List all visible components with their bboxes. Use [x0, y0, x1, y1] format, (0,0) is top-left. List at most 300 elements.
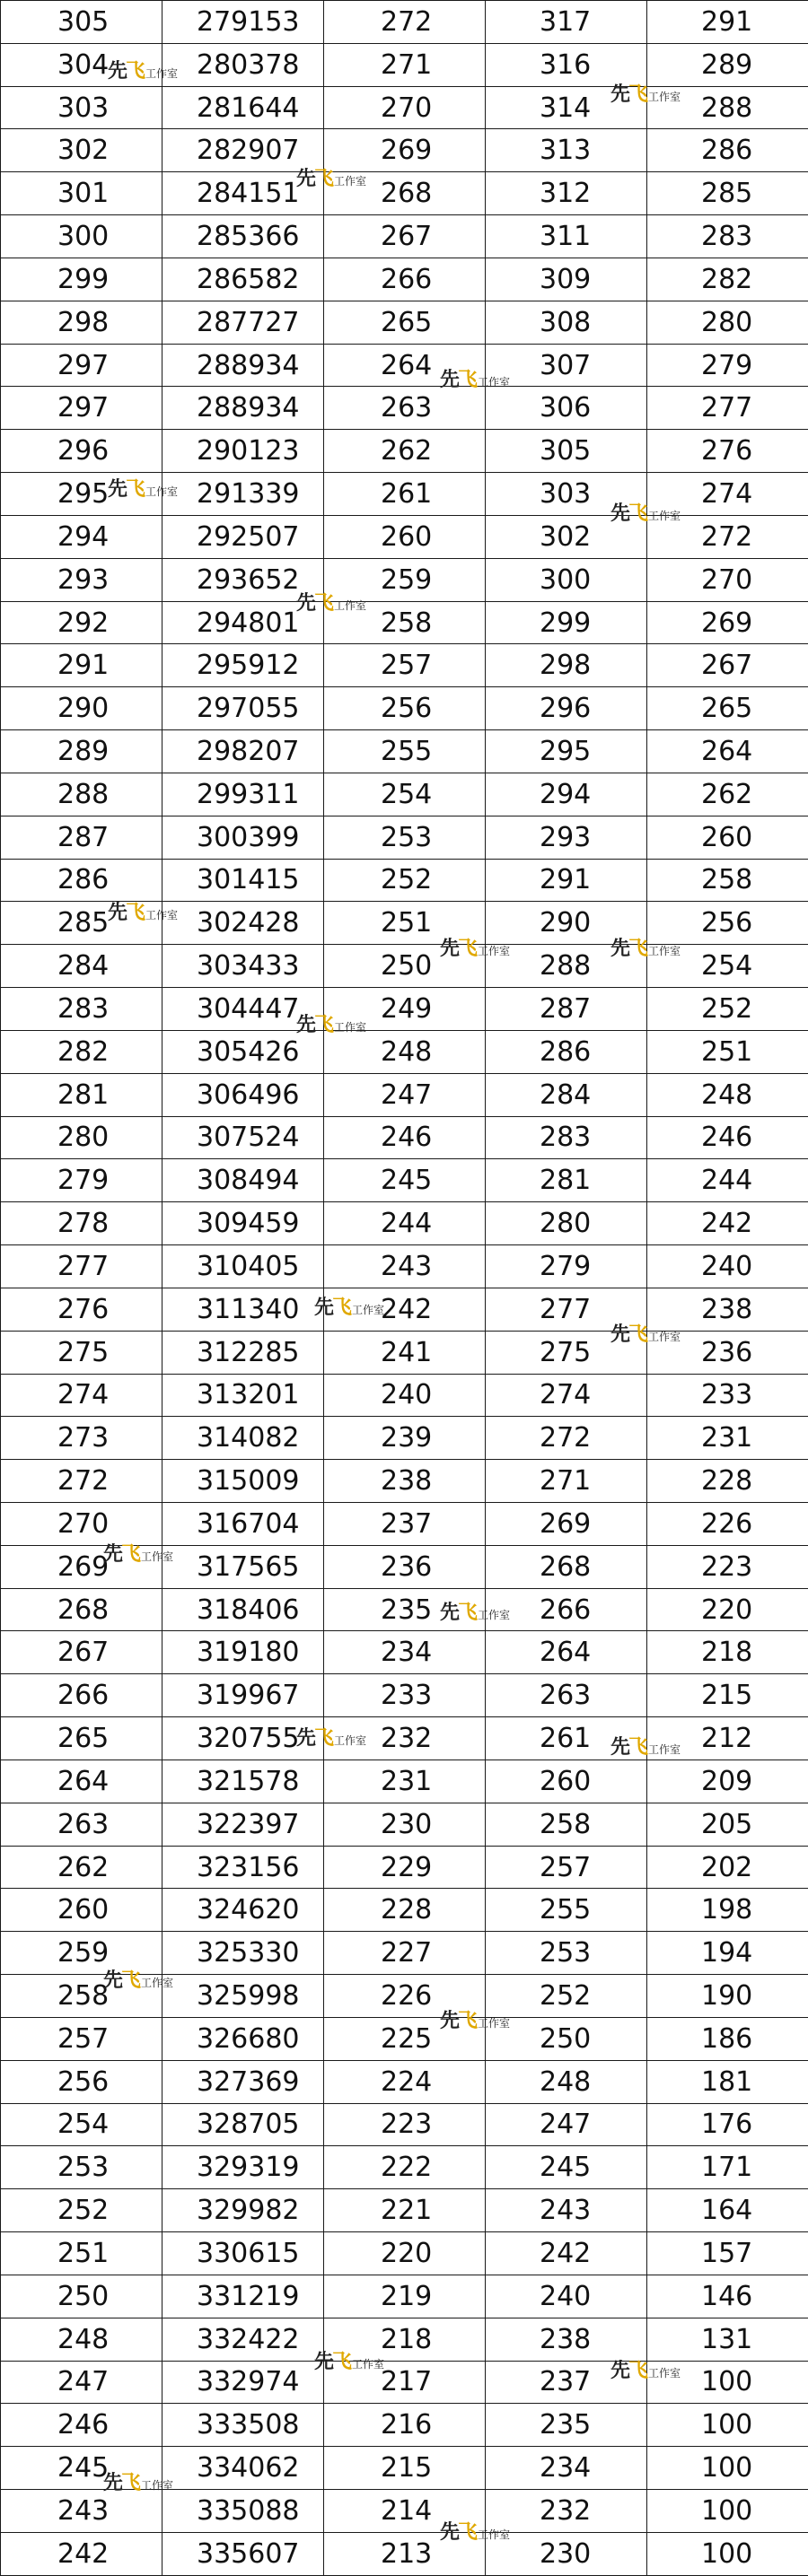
rank-cell: 297055: [162, 687, 324, 730]
table-row: [1, 2275, 808, 2318]
table-row: [1, 1889, 808, 1932]
table-row: [1, 129, 808, 172]
table-row: [1, 172, 808, 215]
score-cell: 266: [1, 1674, 162, 1717]
rank-cell: 320755: [162, 1717, 324, 1760]
score-cell: 243: [486, 2189, 647, 2232]
rank-cell: 288934: [162, 387, 324, 430]
score-cell: 258: [324, 601, 486, 644]
rank-cell: 308494: [162, 1159, 324, 1202]
score-cell: 269: [1, 1545, 162, 1588]
score-cell: 282: [1, 1030, 162, 1073]
score-cell: 227: [324, 1932, 486, 1975]
score-cell: 266: [486, 1588, 647, 1631]
rank-cell: 313201: [162, 1374, 324, 1417]
score-cell: 263: [324, 387, 486, 430]
count-cell: 276: [647, 430, 808, 473]
score-cell: 293: [486, 816, 647, 859]
score-cell: 277: [1, 1245, 162, 1288]
rank-cell: 293652: [162, 558, 324, 601]
score-cell: 270: [324, 86, 486, 129]
rank-cell: 306496: [162, 1073, 324, 1116]
score-cell: 257: [324, 644, 486, 687]
table-row: [1, 2017, 808, 2060]
score-cell: 244: [324, 1202, 486, 1245]
table-row: [1, 988, 808, 1031]
count-cell: 272: [647, 515, 808, 558]
score-cell: 215: [324, 2447, 486, 2490]
score-cell: 217: [324, 2361, 486, 2404]
rank-cell: 319180: [162, 1631, 324, 1674]
score-cell: 252: [486, 1975, 647, 2018]
score-cell: 254: [1, 2103, 162, 2146]
table-row: [1, 515, 808, 558]
score-cell: 280: [486, 1202, 647, 1245]
table-row: [1, 1030, 808, 1073]
count-cell: 220: [647, 1588, 808, 1631]
score-cell: 261: [486, 1717, 647, 1760]
table-row: [1, 730, 808, 773]
count-cell: 260: [647, 816, 808, 859]
score-cell: 265: [324, 301, 486, 344]
table-row: [1, 1460, 808, 1503]
count-cell: 256: [647, 902, 808, 945]
rank-cell: 282907: [162, 129, 324, 172]
score-cell: 287: [486, 988, 647, 1031]
count-cell: 202: [647, 1846, 808, 1889]
score-cell: 272: [1, 1460, 162, 1503]
score-cell: 299: [1, 258, 162, 301]
table-row: [1, 1502, 808, 1545]
count-cell: 279: [647, 344, 808, 387]
score-cell: 233: [324, 1674, 486, 1717]
score-cell: 237: [486, 2361, 647, 2404]
count-cell: 190: [647, 1975, 808, 2018]
score-cell: 241: [324, 1331, 486, 1374]
rank-cell: 287727: [162, 301, 324, 344]
score-cell: 232: [486, 2490, 647, 2533]
score-cell: 219: [324, 2275, 486, 2318]
score-cell: 279: [486, 1245, 647, 1288]
score-cell: 284: [1, 945, 162, 988]
count-cell: 164: [647, 2189, 808, 2232]
score-cell: 269: [324, 129, 486, 172]
rank-cell: 325330: [162, 1932, 324, 1975]
score-cell: 304: [1, 43, 162, 86]
watermark-logo: 先飞 工作室: [440, 938, 511, 960]
score-cell: 269: [486, 1502, 647, 1545]
score-cell: 274: [486, 1374, 647, 1417]
score-cell: 291: [1, 644, 162, 687]
score-cell: 250: [486, 2017, 647, 2060]
score-cell: 238: [486, 2318, 647, 2361]
count-cell: 100: [647, 2490, 808, 2533]
rank-cell: 318406: [162, 1588, 324, 1631]
score-cell: 292: [1, 601, 162, 644]
count-cell: 228: [647, 1460, 808, 1503]
score-cell: 308: [486, 301, 647, 344]
score-cell: 245: [324, 1159, 486, 1202]
score-cell: 299: [486, 601, 647, 644]
score-cell: 243: [324, 1245, 486, 1288]
score-cell: 298: [1, 301, 162, 344]
score-cell: 228: [324, 1889, 486, 1932]
rank-cell: 335607: [162, 2532, 324, 2575]
table-row: [1, 215, 808, 258]
rank-cell: 332422: [162, 2318, 324, 2361]
table-row: [1, 1717, 808, 1760]
score-cell: 303: [1, 86, 162, 129]
count-cell: 100: [647, 2404, 808, 2447]
watermark-logo: 先飞 工作室: [314, 2351, 385, 2373]
score-cell: 253: [324, 816, 486, 859]
score-cell: 213: [324, 2532, 486, 2575]
score-cell: 261: [324, 473, 486, 516]
table-row: [1, 2146, 808, 2189]
rank-cell: 304447: [162, 988, 324, 1031]
table-row: [1, 1288, 808, 1331]
score-cell: 259: [324, 558, 486, 601]
score-cell: 252: [324, 859, 486, 902]
count-cell: 226: [647, 1502, 808, 1545]
table-row: [1, 1417, 808, 1460]
count-cell: 233: [647, 1374, 808, 1417]
score-cell: 290: [486, 902, 647, 945]
rank-cell: 307524: [162, 1116, 324, 1159]
score-cell: 243: [1, 2490, 162, 2533]
rank-cell: 301415: [162, 859, 324, 902]
score-cell: 270: [1, 1502, 162, 1545]
table-row: [1, 86, 808, 129]
score-cell: 239: [324, 1417, 486, 1460]
score-cell: 305: [486, 430, 647, 473]
table-row: [1, 2060, 808, 2103]
score-cell: 281: [486, 1159, 647, 1202]
rank-cell: 312285: [162, 1331, 324, 1374]
score-cell: 237: [324, 1502, 486, 1545]
score-cell: 266: [324, 258, 486, 301]
rank-cell: 285366: [162, 215, 324, 258]
score-cell: 274: [1, 1374, 162, 1417]
watermark-logo: 先飞 工作室: [108, 60, 179, 83]
score-cell: 263: [1, 1803, 162, 1846]
score-cell: 253: [486, 1932, 647, 1975]
rank-cell: 302428: [162, 902, 324, 945]
rank-cell: 305426: [162, 1030, 324, 1073]
table-row: [1, 902, 808, 945]
table-row: [1, 2103, 808, 2146]
score-cell: 246: [1, 2404, 162, 2447]
score-cell: 272: [486, 1417, 647, 1460]
score-cell: 256: [324, 687, 486, 730]
score-cell: 216: [324, 2404, 486, 2447]
count-cell: 274: [647, 473, 808, 516]
count-cell: 252: [647, 988, 808, 1031]
count-cell: 218: [647, 1631, 808, 1674]
table-body: [1, 1, 808, 2576]
table-row: [1, 2361, 808, 2404]
rank-cell: 281644: [162, 86, 324, 129]
score-cell: 224: [324, 2060, 486, 2103]
rank-cell: 292507: [162, 515, 324, 558]
score-cell: 279: [1, 1159, 162, 1202]
table-row: [1, 2232, 808, 2275]
watermark-logo: 先飞 工作室: [103, 1969, 174, 1992]
rank-cell: 284151: [162, 172, 324, 215]
watermark-logo: 先飞 工作室: [108, 478, 179, 501]
table-row: [1, 1631, 808, 1674]
score-cell: 245: [486, 2146, 647, 2189]
rank-cell: 300399: [162, 816, 324, 859]
count-cell: 100: [647, 2532, 808, 2575]
rank-cell: 326680: [162, 2017, 324, 2060]
rank-cell: 325998: [162, 1975, 324, 2018]
table-row: [1, 2318, 808, 2361]
score-cell: 250: [324, 945, 486, 988]
score-cell: 236: [324, 1545, 486, 1588]
score-cell: 294: [1, 515, 162, 558]
score-cell: 288: [486, 945, 647, 988]
score-cell: 267: [324, 215, 486, 258]
score-cell: 255: [486, 1889, 647, 1932]
score-cell: 245: [1, 2447, 162, 2490]
watermark-logo: 先飞 工作室: [440, 2521, 511, 2544]
table-row: [1, 773, 808, 816]
count-cell: 254: [647, 945, 808, 988]
score-cell: 271: [324, 43, 486, 86]
score-cell: 250: [1, 2275, 162, 2318]
table-row: [1, 1202, 808, 1245]
score-cell: 273: [1, 1417, 162, 1460]
table-row: [1, 1116, 808, 1159]
rank-cell: 317565: [162, 1545, 324, 1588]
table-row: [1, 1588, 808, 1631]
score-cell: 264: [1, 1760, 162, 1803]
score-cell: 311: [486, 215, 647, 258]
score-cell: 230: [486, 2532, 647, 2575]
watermark-logo: 先飞 工作室: [103, 2472, 174, 2494]
score-cell: 247: [1, 2361, 162, 2404]
table-row: [1, 2532, 808, 2575]
rank-cell: 333508: [162, 2404, 324, 2447]
rank-cell: 327369: [162, 2060, 324, 2103]
table-row: [1, 344, 808, 387]
rank-cell: 298207: [162, 730, 324, 773]
score-cell: 295: [1, 473, 162, 516]
score-cell: 251: [1, 2232, 162, 2275]
score-cell: 249: [324, 988, 486, 1031]
score-cell: 260: [324, 515, 486, 558]
rank-cell: 280378: [162, 43, 324, 86]
score-cell: 302: [486, 515, 647, 558]
table-row: [1, 1374, 808, 1417]
rank-cell: 291339: [162, 473, 324, 516]
score-cell: 232: [324, 1717, 486, 1760]
score-cell: 287: [1, 816, 162, 859]
rank-cell: 324620: [162, 1889, 324, 1932]
score-cell: 286: [1, 859, 162, 902]
rank-cell: 330615: [162, 2232, 324, 2275]
score-cell: 298: [486, 644, 647, 687]
score-cell: 300: [486, 558, 647, 601]
score-cell: 242: [1, 2532, 162, 2575]
score-cell: 258: [1, 1975, 162, 2018]
count-cell: 285: [647, 172, 808, 215]
watermark-logo: 先飞 工作室: [610, 1323, 681, 1346]
count-cell: 246: [647, 1116, 808, 1159]
score-cell: 235: [324, 1588, 486, 1631]
count-cell: 264: [647, 730, 808, 773]
score-cell: 262: [1, 1846, 162, 1889]
score-cell: 231: [324, 1760, 486, 1803]
score-cell: 288: [1, 773, 162, 816]
score-cell: 248: [324, 1030, 486, 1073]
score-cell: 252: [1, 2189, 162, 2232]
table-row: [1, 2447, 808, 2490]
score-cell: 303: [486, 473, 647, 516]
table-row: [1, 1245, 808, 1288]
score-cell: 302: [1, 129, 162, 172]
score-cell: 264: [324, 344, 486, 387]
count-cell: 288: [647, 86, 808, 129]
count-cell: 242: [647, 1202, 808, 1245]
score-cell: 242: [324, 1288, 486, 1331]
score-cell: 247: [486, 2103, 647, 2146]
count-cell: 262: [647, 773, 808, 816]
score-cell: 277: [486, 1288, 647, 1331]
count-cell: 236: [647, 1331, 808, 1374]
score-cell: 268: [324, 172, 486, 215]
score-cell: 313: [486, 129, 647, 172]
rank-cell: 332974: [162, 2361, 324, 2404]
count-cell: 100: [647, 2447, 808, 2490]
score-cell: 234: [486, 2447, 647, 2490]
table-row: [1, 473, 808, 516]
score-cell: 275: [486, 1331, 647, 1374]
rank-cell: 322397: [162, 1803, 324, 1846]
score-cell: 248: [1, 2318, 162, 2361]
count-cell: 157: [647, 2232, 808, 2275]
rank-cell: 335088: [162, 2490, 324, 2533]
table-row: [1, 816, 808, 859]
score-cell: 222: [324, 2146, 486, 2189]
score-cell: 283: [1, 988, 162, 1031]
score-cell: 230: [324, 1803, 486, 1846]
score-cell: 296: [1, 430, 162, 473]
score-cell: 265: [1, 1717, 162, 1760]
rank-cell: 329982: [162, 2189, 324, 2232]
watermark-logo: 先飞 工作室: [440, 2010, 511, 2032]
score-cell: 306: [486, 387, 647, 430]
score-cell: 256: [1, 2060, 162, 2103]
rank-cell: 303433: [162, 945, 324, 988]
score-cell: 262: [324, 430, 486, 473]
score-cell: 240: [324, 1374, 486, 1417]
score-cell: 225: [324, 2017, 486, 2060]
rank-cell: 331219: [162, 2275, 324, 2318]
rank-cell: 319967: [162, 1674, 324, 1717]
table-row: [1, 1803, 808, 1846]
score-cell: 296: [486, 687, 647, 730]
score-cell: 290: [1, 687, 162, 730]
score-cell: 284: [486, 1073, 647, 1116]
count-cell: 280: [647, 301, 808, 344]
watermark-logo: 先飞 工作室: [610, 938, 681, 960]
count-cell: 215: [647, 1674, 808, 1717]
table-row: [1, 1545, 808, 1588]
count-cell: 270: [647, 558, 808, 601]
table-row: [1, 1331, 808, 1374]
score-cell: 221: [324, 2189, 486, 2232]
rank-cell: 286582: [162, 258, 324, 301]
count-cell: 171: [647, 2146, 808, 2189]
score-cell: 307: [486, 344, 647, 387]
table-row: [1, 1073, 808, 1116]
score-cell: 300: [1, 215, 162, 258]
score-cell: 247: [324, 1073, 486, 1116]
score-cell: 234: [324, 1631, 486, 1674]
rank-cell: 279153: [162, 1, 324, 44]
score-cell: 286: [486, 1030, 647, 1073]
watermark-logo: 先飞 工作室: [108, 902, 179, 924]
score-cell: 253: [1, 2146, 162, 2189]
score-cell: 268: [1, 1588, 162, 1631]
count-cell: 289: [647, 43, 808, 86]
score-cell: 238: [324, 1460, 486, 1503]
table-row: [1, 644, 808, 687]
score-cell: 255: [324, 730, 486, 773]
score-cell: 257: [486, 1846, 647, 1889]
count-cell: 146: [647, 2275, 808, 2318]
count-cell: 282: [647, 258, 808, 301]
count-cell: 291: [647, 1, 808, 44]
score-cell: 305: [1, 1, 162, 44]
table-row: [1, 601, 808, 644]
score-cell: 229: [324, 1846, 486, 1889]
count-cell: 131: [647, 2318, 808, 2361]
count-cell: 100: [647, 2361, 808, 2404]
watermark-logo: 先飞 工作室: [314, 1297, 385, 1319]
rank-cell: 334062: [162, 2447, 324, 2490]
score-cell: 291: [486, 859, 647, 902]
table-row: [1, 430, 808, 473]
table-row: [1, 1159, 808, 1202]
score-cell: 314: [486, 86, 647, 129]
rank-cell: 328705: [162, 2103, 324, 2146]
rank-cell: 323156: [162, 1846, 324, 1889]
count-cell: 286: [647, 129, 808, 172]
score-cell: 242: [486, 2232, 647, 2275]
rank-cell: 315009: [162, 1460, 324, 1503]
score-cell: 220: [324, 2232, 486, 2275]
count-cell: 205: [647, 1803, 808, 1846]
watermark-logo: 先飞 工作室: [296, 168, 367, 190]
count-cell: 244: [647, 1159, 808, 1202]
table-row: [1, 1760, 808, 1803]
watermark-logo: 先飞 工作室: [440, 1602, 511, 1624]
score-cell: 268: [486, 1545, 647, 1588]
rank-cell: 294801: [162, 601, 324, 644]
count-cell: 176: [647, 2103, 808, 2146]
rank-cell: 311340: [162, 1288, 324, 1331]
score-cell: 260: [486, 1760, 647, 1803]
score-cell: 283: [486, 1116, 647, 1159]
rank-cell: 288934: [162, 344, 324, 387]
score-cell: 260: [1, 1889, 162, 1932]
score-cell: 271: [486, 1460, 647, 1503]
rank-cell: 321578: [162, 1760, 324, 1803]
score-cell: 317: [486, 1, 647, 44]
